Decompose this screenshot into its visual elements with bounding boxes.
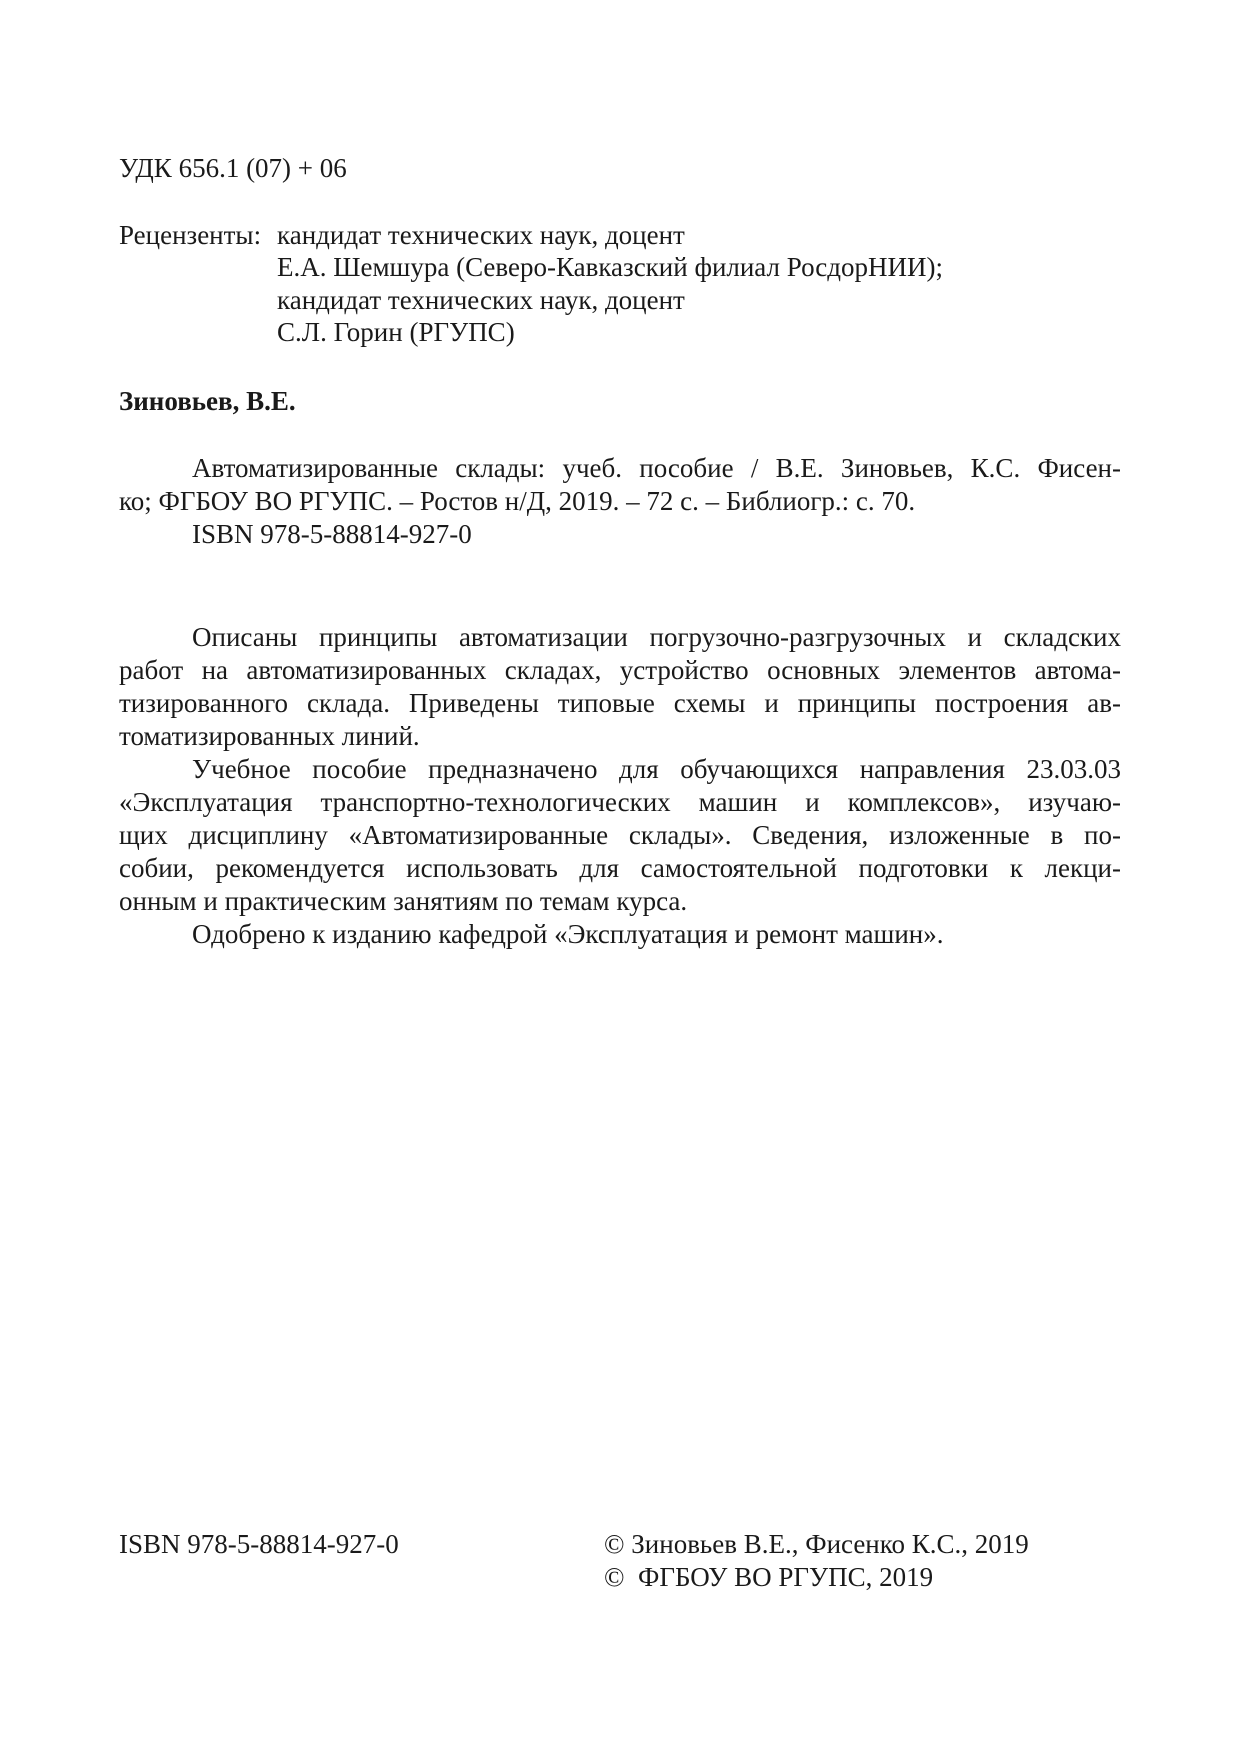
annotation-line: тизированного склада. Приведены типовые схемы и принципы построения ав- xyxy=(119,688,1121,718)
udk-code: УДК 656.1 (07) + 06 xyxy=(119,153,347,183)
annotation-approval: Одобрено к изданию кафедрой «Эксплуатация и ремонт машин». xyxy=(192,919,944,949)
bibliographic-isbn: ISBN 978-5-88814-927-0 xyxy=(192,519,472,549)
annotation-line: томатизированных линий. xyxy=(119,721,420,751)
footer-isbn: ISBN 978-5-88814-927-0 xyxy=(119,1529,399,1559)
annotation-line: собии, рекомендуется использовать для самостоятельной подготовки к лекци- xyxy=(119,853,1121,883)
reviewer-line: кандидат технических наук, доцент xyxy=(277,285,685,315)
annotation-line: Учебное пособие предназначено для обучающихся направления 23.03.03 xyxy=(192,754,1121,784)
copyright-line: © Зиновьев В.Е., Фисенко К.С., 2019 xyxy=(604,1529,1029,1559)
annotation-line: онным и практическим занятиям по темам курса. xyxy=(119,886,688,916)
reviewers-label: Рецензенты: xyxy=(119,220,262,250)
bibliographic-line: ко; ФГБОУ ВО РГУПС. – Ростов н/Д, 2019. – 72 с. – Библиогр.: с. 70. xyxy=(119,486,916,516)
reviewer-line: кандидат технических наук, доцент xyxy=(277,220,685,250)
annotation-line: щих дисциплину «Автоматизированные склады». Сведения, изложенные в по- xyxy=(119,820,1121,850)
copyright-line: © ФГБОУ ВО РГУПС, 2019 xyxy=(604,1562,934,1592)
annotation-line: Описаны принципы автоматизации погрузочно-разгрузочных и складских xyxy=(192,622,1121,652)
bibliographic-line: Автоматизированные склады: учеб. пособие / В.Е. Зиновьев, К.С. Фисен- xyxy=(192,453,1121,483)
author-heading: Зиновьев, В.Е. xyxy=(119,386,296,416)
reviewer-line: Е.А. Шемшура (Северо-Кавказский филиал РосдорНИИ); xyxy=(277,252,943,282)
reviewer-line: С.Л. Горин (РГУПС) xyxy=(277,317,515,347)
annotation-line: «Эксплуатация транспортно-технологических машин и комплексов», изучаю- xyxy=(119,787,1121,817)
annotation-line: работ на автоматизированных складах, устройство основных элементов автома- xyxy=(119,655,1121,685)
